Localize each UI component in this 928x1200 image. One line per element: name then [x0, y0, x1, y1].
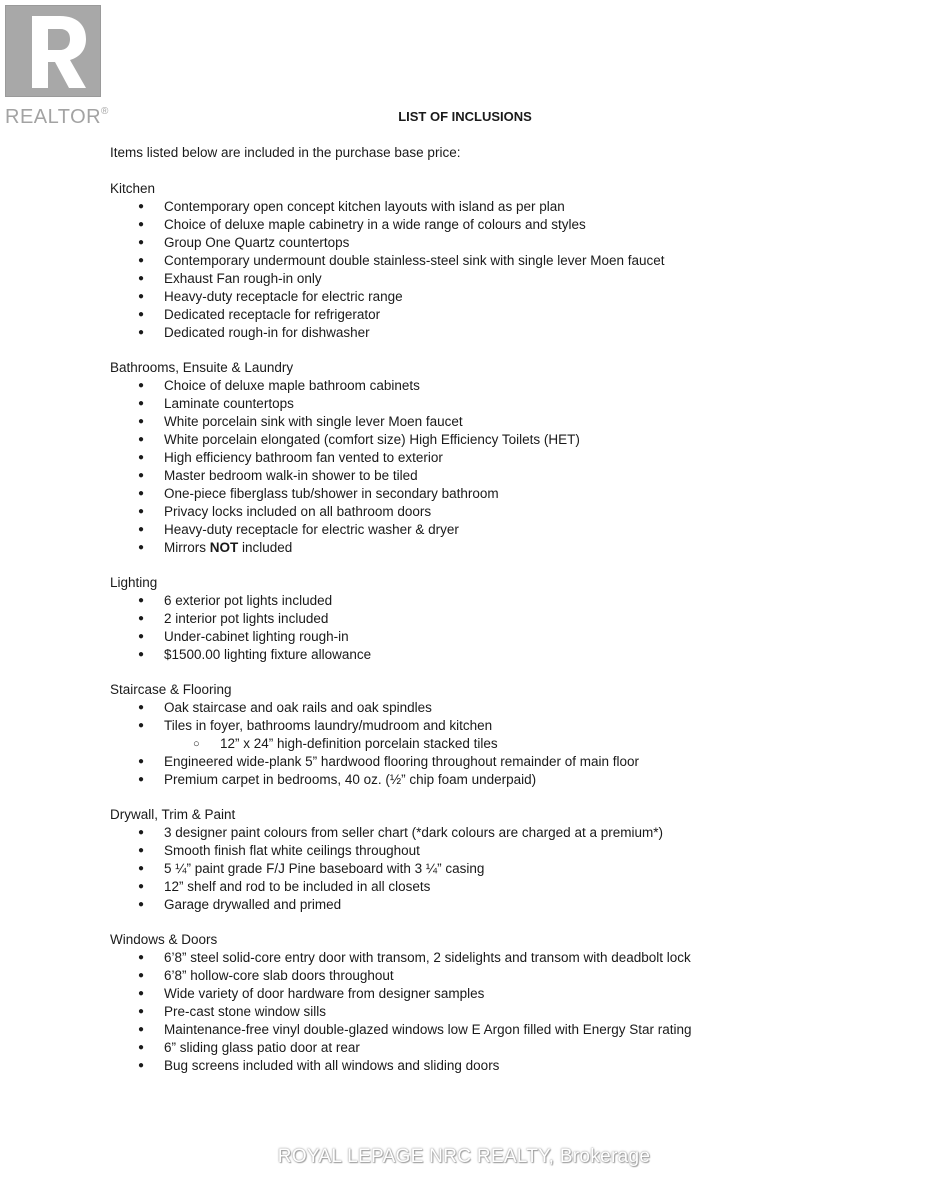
list-item: ● Bug screens included with all windows and sliding doors: [138, 1058, 500, 1073]
brokerage-watermark: ROYAL LEPAGE NRC REALTY, Brokerage: [277, 1146, 651, 1167]
list-item-mirrors: ● Mirrors NOT included: [138, 540, 293, 555]
inclusions-list: [110, 180, 890, 1092]
list-item: ● Laminate countertops: [138, 396, 294, 411]
section-drywall-trim-paint: [110, 806, 890, 914]
registered-mark: ®: [101, 106, 109, 117]
section-staircase-flooring: [110, 681, 890, 789]
section-heading: Windows & Doors: [110, 932, 218, 947]
section-kitchen: [110, 180, 890, 342]
list-item: ● Wide variety of door hardware from designer samples: [138, 986, 485, 1001]
list-item: ● White porcelain elongated (comfort size) High Efficiency Toilets (HET): [138, 432, 580, 447]
document-title: LIST OF INCLUSIONS: [398, 109, 532, 124]
list-item: ● Contemporary open concept kitchen layouts with island as per plan: [138, 199, 565, 214]
list-item: ● One-piece fiberglass tub/shower in secondary bathroom: [138, 486, 499, 501]
list-item: ● 6’8” hollow-core slab doors throughout: [138, 968, 394, 983]
list-item: ● Contemporary undermount double stainless-steel sink with single lever Moen faucet: [138, 253, 665, 268]
list-item: ● Dedicated rough-in for dishwasher: [138, 325, 370, 340]
list-item: ● Under-cabinet lighting rough-in: [138, 629, 349, 644]
list-item: ● 2 interior pot lights included: [138, 611, 329, 626]
list-item: ● $1500.00 lighting fixture allowance: [138, 647, 372, 662]
list-item: ● Exhaust Fan rough-in only: [138, 271, 322, 286]
list-item: ● 6 exterior pot lights included: [138, 593, 333, 608]
list-item: ● Maintenance-free vinyl double-glazed windows low E Argon filled with Energy Star rating: [138, 1022, 692, 1037]
list-item: ● Engineered wide-plank 5” hardwood flooring throughout remainder of main floor: [138, 754, 640, 769]
section-heading: Drywall, Trim & Paint: [110, 807, 236, 822]
list-item: ● 12” shelf and rod to be included in all closets: [138, 879, 431, 894]
realtor-wordmark: REALTOR: [5, 106, 102, 128]
list-item: ● Oak staircase and oak rails and oak spindles: [138, 700, 432, 715]
list-item: ● Master bedroom walk-in shower to be tiled: [138, 468, 418, 483]
section-windows-doors: [110, 931, 890, 1075]
list-item: ● Choice of deluxe maple bathroom cabinets: [138, 378, 420, 393]
list-item: ● 6” sliding glass patio door at rear: [138, 1040, 360, 1055]
list-item: ● 6’8” steel solid-core entry door with transom, 2 sidelights and transom with deadbolt lock: [138, 950, 691, 965]
section-bathrooms: [110, 359, 890, 557]
list-item: ● Heavy-duty receptacle for electric washer & dryer: [138, 522, 459, 537]
list-item: ● White porcelain sink with single lever Moen faucet: [138, 414, 463, 429]
list-item: ● 5 ¼” paint grade F/J Pine baseboard with 3 ¼” casing: [138, 861, 485, 876]
list-item: ● Premium carpet in bedrooms, 40 oz. (½” chip foam underpaid): [138, 772, 537, 787]
realtor-r-logo-icon: [5, 5, 101, 97]
list-item: ● High efficiency bathroom fan vented to exterior: [138, 450, 443, 465]
list-item: ● 3 designer paint colours from seller chart (*dark colours are charged at a premium*): [138, 825, 663, 840]
list-item: ● Smooth finish flat white ceilings throughout: [138, 843, 420, 858]
section-lighting: [110, 574, 890, 664]
list-item: ● Garage drywalled and primed: [138, 897, 342, 912]
list-item: ● Heavy-duty receptacle for electric range: [138, 289, 403, 304]
list-item: ● Group One Quartz countertops: [138, 235, 350, 250]
sub-list-item: ○ 12” x 24” high-definition porcelain stacked tiles: [193, 736, 498, 751]
section-heading: Kitchen: [110, 181, 156, 196]
list-item: ● Pre-cast stone window sills: [138, 1004, 327, 1019]
list-item: ● Privacy locks included on all bathroom doors: [138, 504, 432, 519]
section-heading: Bathrooms, Ensuite & Laundry: [110, 360, 294, 375]
list-item: ● Dedicated receptacle for refrigerator: [138, 307, 381, 322]
list-item: ● Tiles in foyer, bathrooms laundry/mudroom and kitchen: [138, 718, 493, 733]
section-heading: Lighting: [110, 575, 158, 590]
intro-text: Items listed below are included in the purchase base price:: [110, 145, 461, 160]
list-item: ● Choice of deluxe maple cabinetry in a wide range of colours and styles: [138, 217, 586, 232]
section-heading: Staircase & Flooring: [110, 682, 232, 697]
